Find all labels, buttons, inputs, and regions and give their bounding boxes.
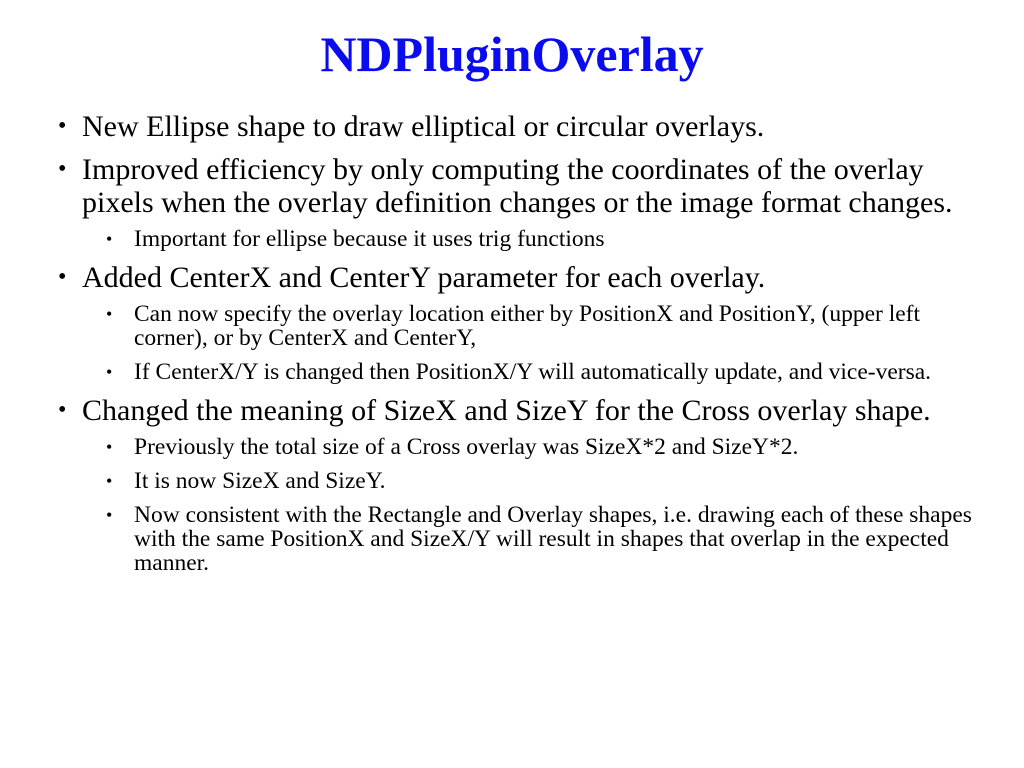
sub-bullet-dot-icon: •: [106, 304, 113, 324]
sub-bullet-text: Previously the total size of a Cross overlay was SizeX*2 and SizeY*2.: [134, 434, 799, 460]
sub-bullet-list: [106, 227, 978, 251]
sub-bullet-list: [106, 302, 978, 384]
bullet-text: Added CenterX and CenterY parameter for each overlay.: [82, 261, 766, 294]
bullet-item: [58, 261, 978, 384]
sub-bullet-item: [106, 435, 978, 459]
bullet-dot-icon: •: [58, 397, 67, 423]
sub-bullet-dot-icon: •: [106, 362, 113, 382]
sub-bullet-item: [106, 227, 978, 251]
bullet-dot-icon: •: [58, 156, 67, 182]
bullet-item: [58, 394, 978, 575]
bullet-list: [58, 110, 978, 585]
bullet-text: Changed the meaning of SizeX and SizeY for the Cross overlay shape.: [82, 394, 931, 427]
sub-bullet-text: If CenterX/Y is changed then PositionX/Y will automatically update, and vice-versa.: [134, 359, 932, 385]
bullet-dot-icon: •: [58, 264, 67, 290]
sub-bullet-text: Can now specify the overlay location either by PositionX and PositionY, (upper left corner), or by CenterX and CenterY,: [134, 301, 921, 351]
sub-bullet-text: Important for ellipse because it uses trig functions: [134, 226, 605, 252]
slide-title: NDPluginOverlay: [320, 26, 704, 82]
sub-bullet-dot-icon: •: [106, 229, 113, 249]
sub-bullet-item: [106, 469, 978, 493]
sub-bullet-dot-icon: •: [106, 471, 113, 491]
bullet-text: Improved efficiency by only computing the coordinates of the overlay pixels when the overlay definition changes or the image format changes.: [82, 153, 953, 219]
sub-bullet-text: Now consistent with the Rectangle and Overlay shapes, i.e. drawing each of these shapes with the same PositionX and SizeX/Y will result in shapes that overlap in the expected manner.: [134, 502, 972, 576]
bullet-text: New Ellipse shape to draw elliptical or circular overlays.: [82, 110, 765, 143]
bullet-item: [58, 153, 978, 251]
sub-bullet-item: [106, 503, 978, 575]
sub-bullet-list: [106, 435, 978, 575]
sub-bullet-dot-icon: •: [106, 505, 113, 525]
sub-bullet-dot-icon: •: [106, 437, 113, 457]
sub-bullet-text: It is now SizeX and SizeY.: [134, 468, 386, 494]
bullet-dot-icon: •: [58, 113, 67, 139]
sub-bullet-item: [106, 302, 978, 350]
bullet-item: [58, 110, 978, 143]
sub-bullet-item: [106, 360, 978, 384]
